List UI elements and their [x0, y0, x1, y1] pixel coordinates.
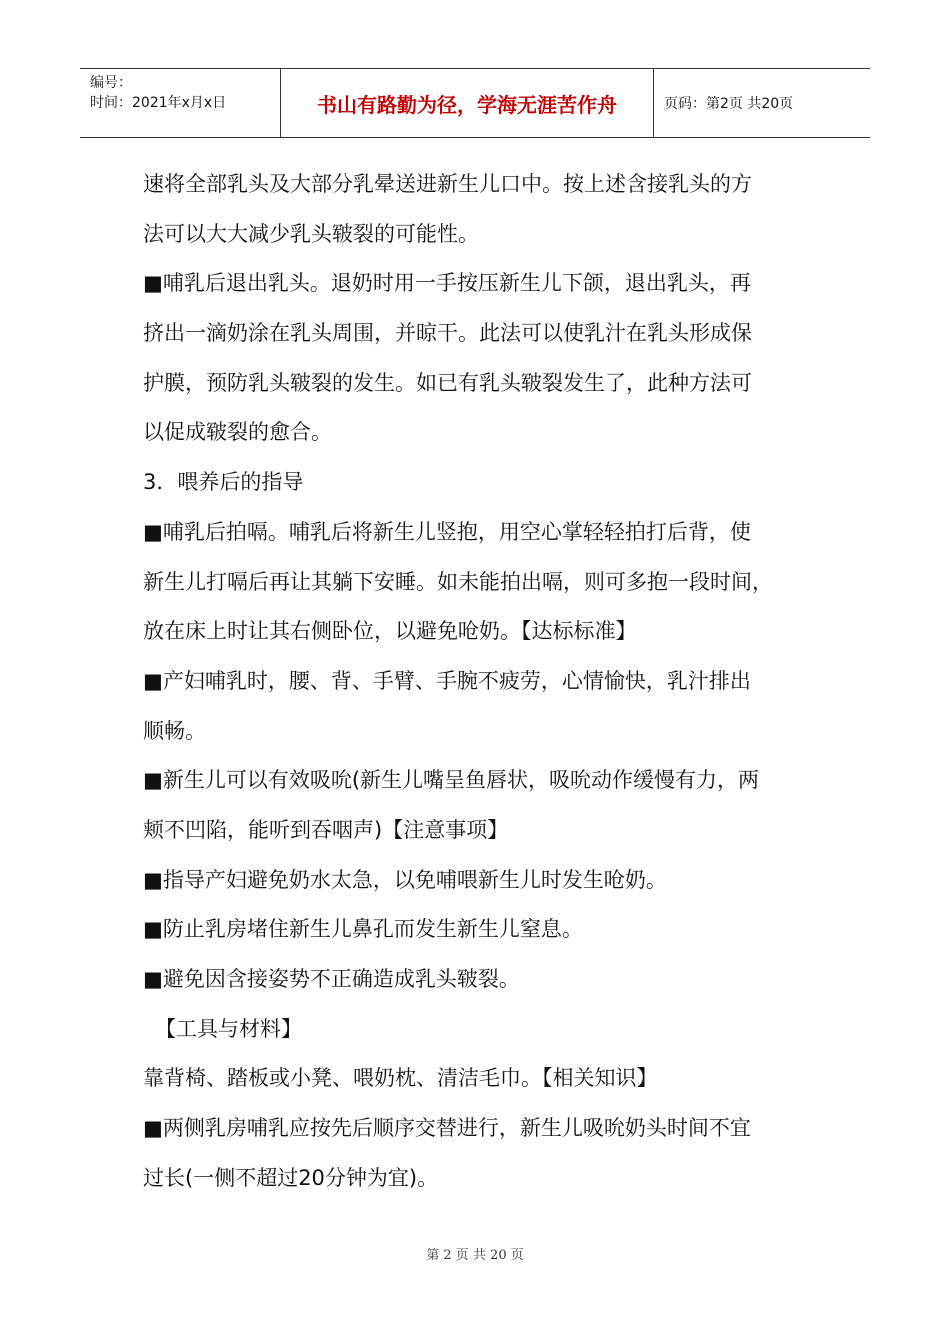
text-line: ■两侧乳房哺乳应按先后顺序交替进行，新生儿吸吮奶头时间不宜 [143, 1116, 751, 1141]
text-line: ■哺乳后拍嗝。哺乳后将新生儿竖抱，用空心掌轻轻拍打后背，使 [143, 519, 751, 544]
header-page-info: 页码：第2页 共20页 [664, 96, 794, 112]
document-body [143, 160, 833, 1203]
text-line: 挤出一滴奶涂在乳头周围，并晾干。此法可以使乳汁在乳头形成保 [143, 321, 752, 346]
text-line: ■防止乳房堵住新生儿鼻孔而发生新生儿窒息。 [143, 917, 583, 942]
text-line: 颊不凹陷，能听到吞咽声)【注意事项】 [143, 817, 509, 842]
section-heading: 【工具与材料】 [155, 1016, 302, 1041]
text-line: ■新生儿可以有效吸吮(新生儿嘴呈鱼唇状，吸吮动作缓慢有力，两 [143, 768, 760, 793]
text-line: 新生儿打嗝后再让其躺下安睡。如未能拍出嗝，则可多抱一段时间， [143, 569, 773, 594]
page-footer: 第 2 页 共 20 页 [426, 1248, 524, 1263]
text-line: 顺畅。 [143, 718, 206, 743]
text-line: ■避免因含接姿势不正确造成乳头皲裂。 [143, 967, 520, 991]
header-meta [80, 69, 281, 137]
text-line: 以促成皲裂的愈合。 [143, 420, 332, 445]
time-label: 时间：2021年x月x日 [90, 95, 227, 111]
text-line: 靠背椅、踏板或小凳、喂奶枕、清洁毛巾。【相关知识】 [143, 1066, 658, 1091]
text-line: ■哺乳后退出乳头。退奶时用一手按压新生儿下颌，退出乳头，再 [143, 271, 751, 296]
text-line: 放在床上时让其右侧卧位，以避免呛奶。【达标标准】 [143, 619, 637, 644]
text-line: 过长(一侧不超过20分钟为宜)。 [143, 1165, 439, 1190]
header-motto: 书山有路勤为径，学海无涯苦作舟 [281, 69, 654, 137]
text-line: ■产妇哺乳时，腰、背、手臂、手腕不疲劳，心情愉快，乳汁排出 [143, 668, 751, 693]
text-line: 法可以大大减少乳头皲裂的可能性。 [143, 221, 479, 246]
text-line: ■指导产妇避免奶水太急，以免哺喂新生儿时发生呛奶。 [143, 867, 667, 892]
text-line: 速将全部乳头及大部分乳晕送进新生儿口中。按上述含接乳头的方 [143, 172, 752, 196]
section-heading: 3．喂养后的指导 [143, 470, 304, 495]
number-label: 编号： [90, 75, 132, 91]
text-line: 护膜，预防乳头皲裂的发生。如已有乳头皲裂发生了，此种方法可 [143, 370, 752, 395]
page-header [80, 68, 870, 138]
